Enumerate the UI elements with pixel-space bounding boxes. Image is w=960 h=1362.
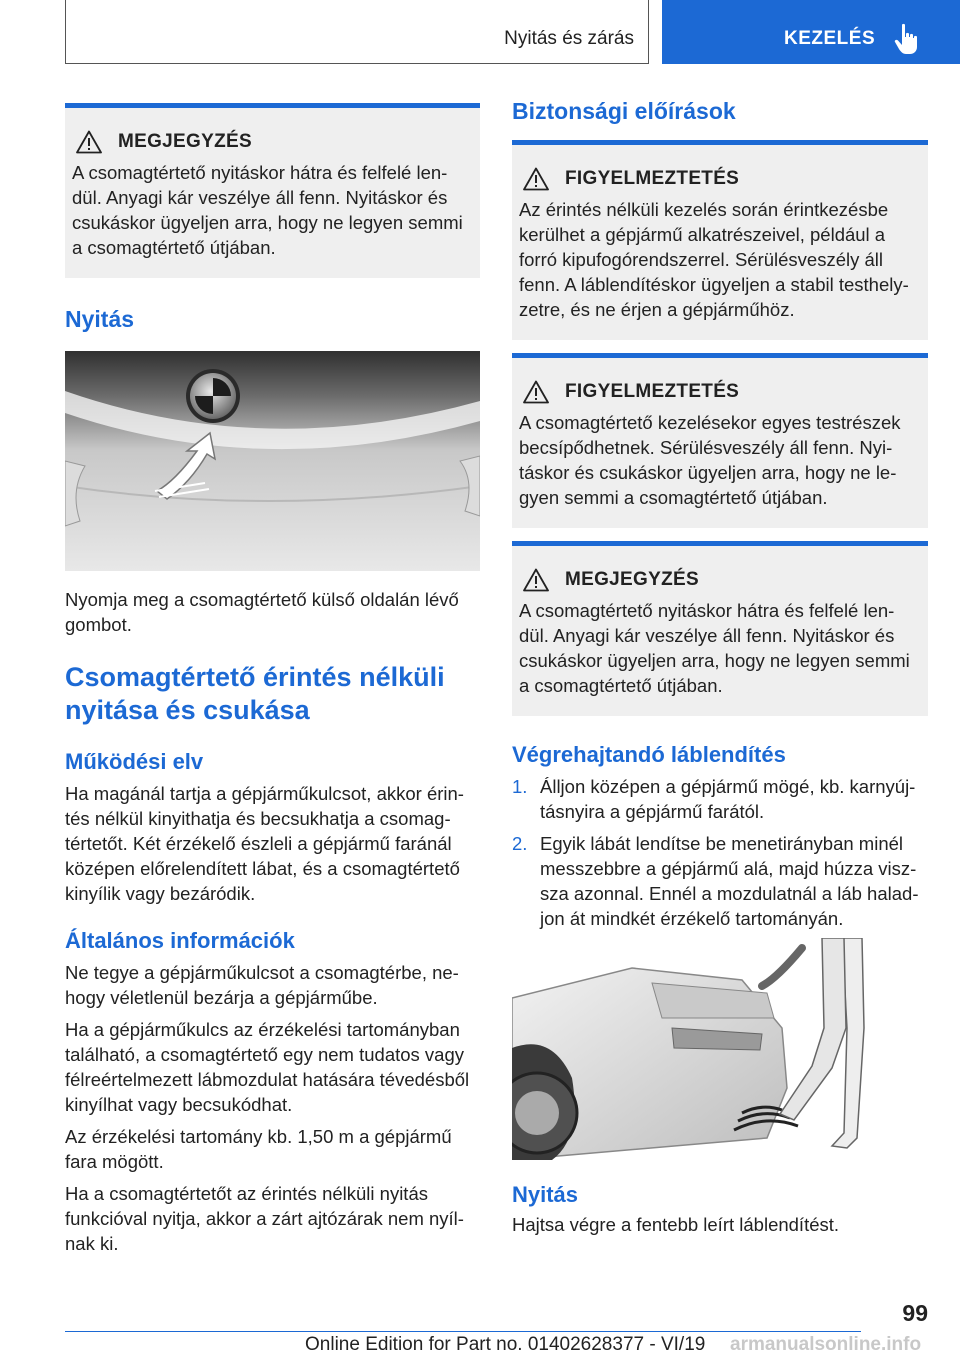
warning-title: FIGYELMEZTETÉS <box>565 168 740 189</box>
general-paragraph-1: Ne tegye a gépjárműkulcsot a csomagtérbe, ne‐ hogy véletlenül bezárja a gépjárműbe. <box>65 962 459 1008</box>
notice-text: A csomagtértető nyitáskor hátra és felfelé len‐ dül. Anyagi kár veszélye áll fenn. Nyitáskor és csukáskor ügyeljen arra, hogy ne legyen semmi a csomagtértető útjában. <box>519 600 910 696</box>
warning-title: FIGYELMEZTETÉS <box>565 381 740 402</box>
notice-title: MEGJEGYZÉS <box>565 569 699 590</box>
notice-text: A csomagtértető nyitáskor hátra és felfelé len‐ dül. Anyagi kár veszélye áll fenn. Nyitáskor és csukáskor ügyeljen arra, hogy ne legyen semmi a csomagtértető útjában. <box>72 162 463 258</box>
left-column <box>65 103 480 1256</box>
kick-gesture-illustration <box>512 938 868 1160</box>
right-column <box>512 98 928 1237</box>
heading-nyitas: Nyitás <box>65 306 135 332</box>
footer-edition: Online Edition for Part no. 01402628377 - VI/19 <box>305 1334 706 1355</box>
trunk-button-illustration <box>65 351 480 571</box>
notice-box <box>65 103 480 278</box>
principle-text: Ha magánál tartja a gépjárműkulcsot, akkor érin‐ tés nélkül kinyithatja és becsukhatja a csomag‐ tértetőt. Két érzékelő észleli a gépjármű faránál középen előrelendített lábat, és a csomagtértető kinyílik vagy bezáródik. <box>65 783 464 904</box>
warning-text: Az érintés nélküli kezelés során érintkezésbe kerülhet a gépjármű alkatrészeivel, például a forró kipufogórendszerrel. Sérülésveszély áll fenn. A láblendítéskor ügyeljen a stabil testhely‐ zetre, és ne érjen a gépjárműhöz. <box>519 199 909 320</box>
warning-text: A csomagtértető kezelésekor egyes testrészek becsípődhetnek. Sérülésveszély áll fenn. Nyi‐ táskor és csukáskor ügyeljen arra, hogy ne le‐ gyen semmi a csomagtértető útjában. <box>519 412 901 508</box>
general-paragraph-3: Az érzékelési tartomány kb. 1,50 m a gépjármű fara mögött. <box>65 1126 452 1172</box>
heading-open-right: Nyitás <box>512 1182 579 1207</box>
warning-triangle-icon <box>523 568 549 592</box>
open-caption: Nyomja meg a csomagtértető külső oldalán lévő gombot. <box>65 589 459 635</box>
pointing-hand-icon <box>894 23 920 55</box>
kick-steps-list <box>512 774 928 931</box>
warning-box-2 <box>512 353 928 528</box>
warning-triangle-icon <box>523 167 549 191</box>
header-tab-kezeles[interactable] <box>662 0 960 64</box>
header-tab-label: KEZELÉS <box>784 28 876 49</box>
header-section-title: Nyitás és zárás <box>504 28 634 49</box>
notice-title: MEGJEGYZÉS <box>118 131 252 152</box>
heading-general: Általános információk <box>65 928 295 953</box>
open-text-right: Hajtsa végre a fentebb leírt láblendítést. <box>512 1214 840 1235</box>
general-paragraph-4: Ha a csomagtértetőt az érintés nélküli nyitás funkcióval nyitja, akkor a zárt ajtózárak nem nyíl‐ nak ki. <box>65 1183 464 1254</box>
heading-kick: Végrehajtandó láblendítés <box>512 742 786 767</box>
footer-divider <box>65 1331 861 1332</box>
heading-principle: Működési elv <box>65 749 204 774</box>
warning-triangle-icon <box>76 130 102 154</box>
general-paragraph-2: Ha a gépjárműkulcs az érzékelési tartományban található, a csomagtértető egy nem tudatos vagy félreértelmezett lábmozdulat hatására tévedésből kinyílhat vagy becsukódhat. <box>65 1019 470 1115</box>
heading-safety: Biztonsági előírások <box>512 98 736 124</box>
list-item: 1. Álljon középen a gépjármű mögé, kb. karnyúj‐ tásnyira a gépjármű farától. <box>512 776 916 822</box>
notice-box-2 <box>512 541 928 716</box>
page-number: 99 <box>902 1300 928 1326</box>
warning-box-1 <box>512 140 928 340</box>
heading-touchless: Csomagtértető érintés nélküli nyitása és csukása <box>65 662 445 725</box>
watermark-logo: armanualsonline.info <box>730 1334 922 1355</box>
warning-triangle-icon <box>523 380 549 404</box>
list-item: 2. Egyik lábát lendítse be menetirányban minél messzebbre a gépjármű alá, majd húzza visz‐ sza azonnal. Ennél a mozdulatnál a láb halad‐ jon át mindkét érzékelő tartományán. <box>512 833 919 929</box>
